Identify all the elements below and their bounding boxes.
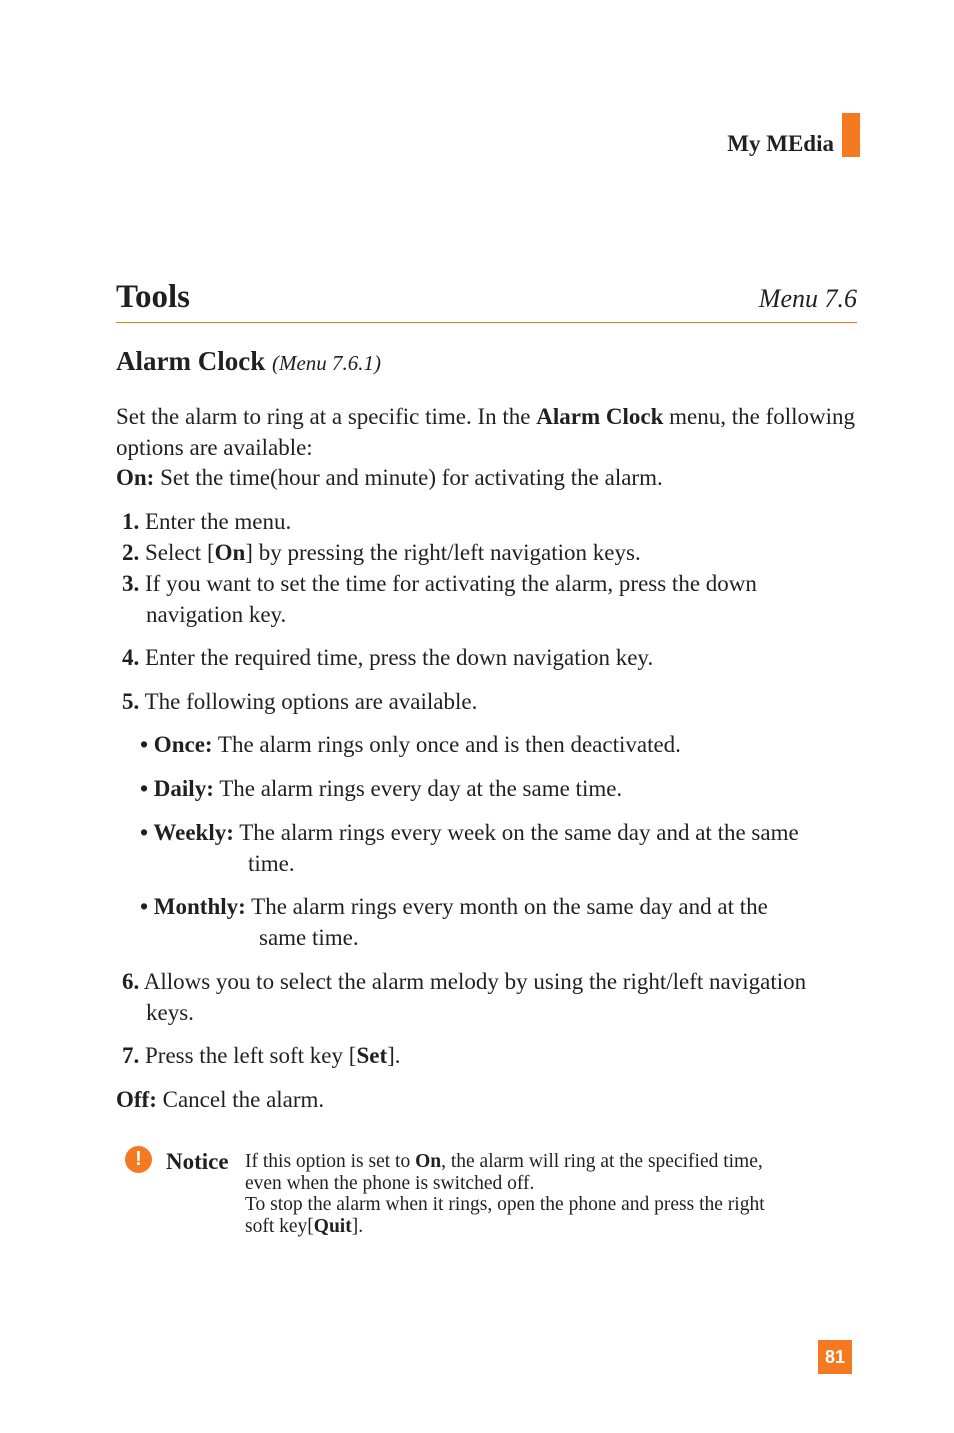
notice-text (245, 1151, 845, 1237)
option-text: The alarm rings every day at the same time. (213, 776, 623, 801)
option-text-continued: time. (248, 850, 295, 876)
option-item (140, 892, 860, 953)
step-number: 1. (122, 509, 140, 534)
option-item (140, 818, 860, 879)
on-text: Set the time(hour and minute) for activating the alarm. (154, 465, 663, 490)
option-item (140, 730, 860, 761)
notice-line: ]. (351, 1215, 364, 1237)
option-label: • Daily: (140, 776, 214, 801)
option-text-continued: same time. (259, 924, 359, 950)
page-number: 81 (824, 1347, 846, 1367)
step-item (122, 538, 857, 569)
intro-text-end: menu, the following options are available: (116, 404, 856, 460)
intro-paragraph (116, 402, 856, 463)
page-number-badge (818, 1340, 852, 1374)
page-title: Tools (116, 279, 190, 315)
step-item (122, 569, 857, 630)
intro-bold: Alarm Clock (536, 404, 664, 429)
step-bold: On (214, 540, 246, 565)
step-item (122, 967, 857, 1028)
section-label: My MEdia (727, 131, 834, 156)
step-text: ] by pressing the right/left navigation keys. (245, 540, 641, 565)
section-heading (116, 346, 381, 377)
step-text-continued: navigation key. (146, 601, 287, 627)
step-text: Enter the menu. (139, 509, 292, 534)
notice-line: If this option is set to (245, 1151, 416, 1172)
notice-label: Notice (166, 1149, 229, 1174)
off-label: Off: (116, 1087, 157, 1112)
on-label: On: (116, 465, 155, 490)
exclamation-icon: ! (125, 1146, 152, 1173)
option-item (140, 774, 860, 805)
intro-text: Set the alarm to ring at a specific time. In the (116, 404, 537, 429)
notice-line: even when the phone is switched off. (245, 1172, 535, 1194)
menu-number: Menu 7.6 (758, 284, 857, 313)
step-number: 7. (122, 1043, 140, 1068)
step-text: Allows you to select the alarm melody by using the right/left navigation (139, 969, 807, 994)
section-tab-marker (842, 113, 860, 157)
step-text: ]. (387, 1043, 401, 1068)
section-heading-text: Alarm Clock (116, 346, 266, 376)
step-number: 4. (122, 645, 140, 670)
option-label: • Weekly: (140, 820, 234, 845)
off-option (116, 1085, 324, 1116)
step-text: Press the left soft key [ (139, 1043, 357, 1068)
step-item (122, 1041, 857, 1072)
option-text: The alarm rings every week on the same day and at the same (233, 820, 799, 845)
option-label: • Once: (140, 732, 213, 757)
notice-line: To stop the alarm when it rings, open the phone and press the right (245, 1194, 765, 1215)
step-item (122, 643, 857, 674)
notice-bold: Quit (313, 1215, 352, 1237)
step-text: The following options are available. (139, 689, 478, 714)
section-menu-ref: (Menu 7.6.1) (271, 351, 382, 375)
step-number: 6. (122, 969, 140, 994)
step-item (122, 507, 857, 538)
option-text: The alarm rings only once and is then deactivated. (212, 732, 681, 757)
title-divider (116, 322, 857, 323)
step-bold: Set (356, 1043, 388, 1068)
notice-line: , the alarm will ring at the specified time, (441, 1151, 763, 1172)
step-number: 3. (122, 571, 140, 596)
step-text: If you want to set the time for activating the alarm, press the down (139, 571, 757, 596)
step-text: Select [ (139, 540, 215, 565)
notice-line: soft key[ (245, 1215, 314, 1237)
on-option (116, 463, 663, 494)
step-text: Enter the required time, press the down navigation key. (139, 645, 654, 670)
step-number: 2. (122, 540, 140, 565)
off-text: Cancel the alarm. (156, 1087, 325, 1112)
step-item (122, 687, 857, 718)
option-label: • Monthly: (140, 894, 246, 919)
step-number: 5. (122, 689, 140, 714)
notice-bold: On (415, 1151, 442, 1172)
step-text-continued: keys. (146, 999, 194, 1025)
option-text: The alarm rings every month on the same day and at the (245, 894, 768, 919)
